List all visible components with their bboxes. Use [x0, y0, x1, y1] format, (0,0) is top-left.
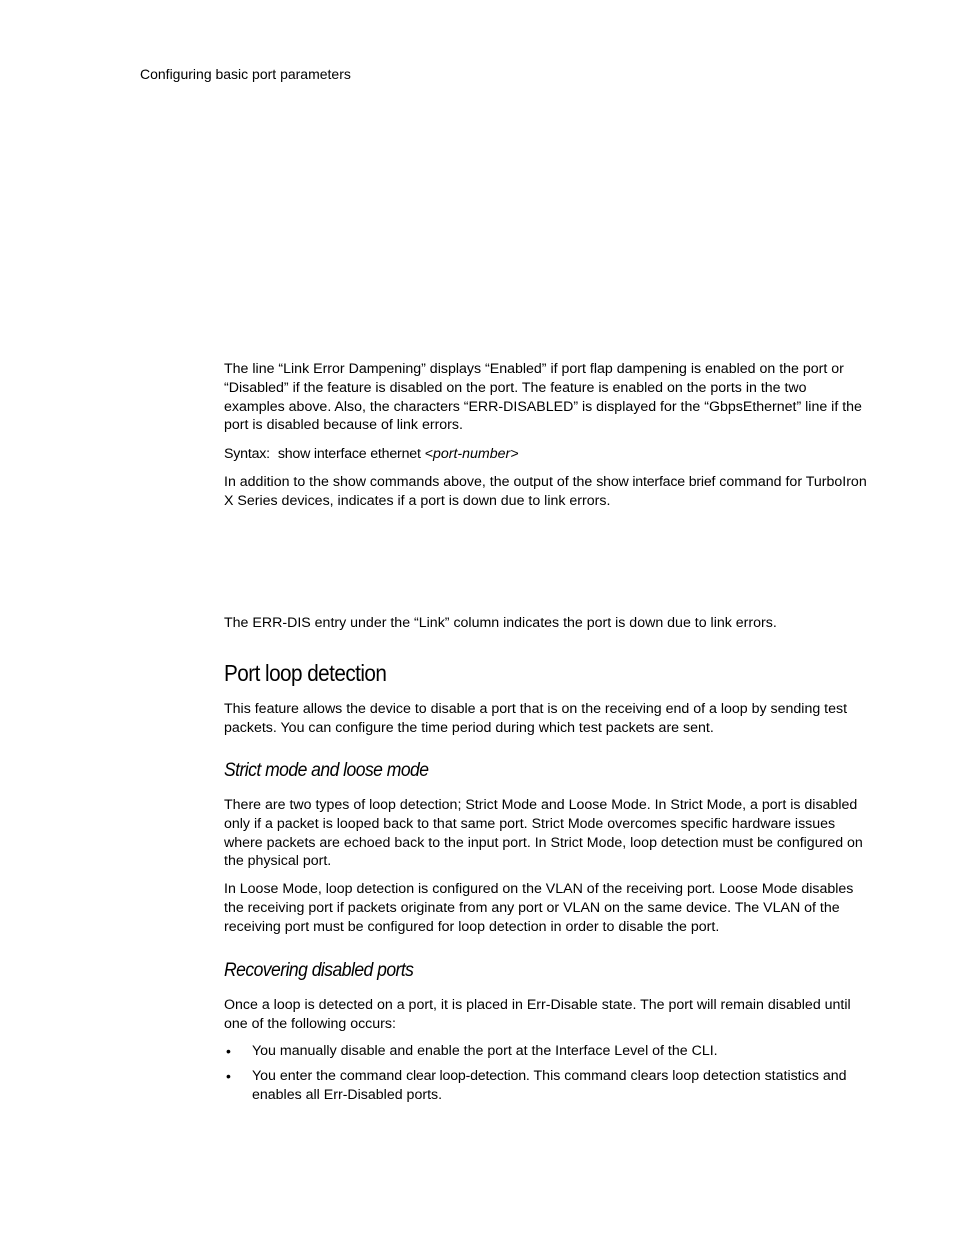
clear-loop-detection-command: clear loop-detection [406, 1067, 526, 1084]
strict-mode-paragraph: There are two types of loop detection; Strict Mode and Loose Mode. In Strict Mode, a port is disabled only if a packet is looped back to that same port. Strict Mode overcomes specific hardware issues where packets are echoed back to the input port. In Strict Mode, loop detection must be configured on the physical port. [224, 797, 863, 870]
show-brief-text-1: In addition to the show commands above, the output of the [224, 474, 597, 490]
syntax-label: Syntax: [224, 446, 270, 462]
bullet-text-post: . This command clears loop detection statistics and enables all Err-Disabled ports. [252, 1067, 847, 1103]
show-brief-command: show interface brief [596, 474, 716, 490]
bullet-text-pre: You enter the command [252, 1067, 407, 1084]
heading-port-loop-detection: Port loop detection [224, 660, 387, 686]
bullet-text: You manually disable and enable the port at the Interface Level of the CLI. [252, 1043, 718, 1059]
list-item [224, 1067, 870, 1105]
bullet-icon: • [226, 1067, 231, 1084]
loose-mode-paragraph: In Loose Mode, loop detection is configured on the VLAN of the receiving port. Loose Mode disables the receiving port if packets originate from any port or VLAN on the same device. The VLAN of the receiving port must be configured for loop detection in order to disable the port. [224, 881, 854, 935]
heading-strict-loose-mode: Strict mode and loose mode [224, 759, 429, 781]
loop-detection-intro: This feature allows the device to disable a port that is on the receiving end of a loop by sending test packets. You can configure the time period during which test packets are sent. [224, 701, 848, 736]
syntax-command: show interface ethernet [277, 446, 421, 462]
list-item [224, 1042, 870, 1061]
err-dis-paragraph: The ERR-DIS entry under the “Link” column indicates the port is down due to link errors. [224, 615, 777, 631]
running-header: Configuring basic port parameters [140, 66, 351, 82]
recovering-intro: Once a loop is detected on a port, it is placed in Err-Disable state. The port will remain disabled until one of the following occurs: [224, 997, 851, 1032]
bullet-icon: • [226, 1043, 231, 1059]
syntax-line [224, 445, 870, 464]
syntax-variable: <port-number> [424, 446, 519, 462]
show-brief-text-2: command for TurboIron X Series devices, indicates if a port is down due to link errors. [224, 474, 867, 509]
show-interface-brief-paragraph [224, 473, 870, 511]
recovery-bullet-list [224, 1042, 870, 1110]
link-error-dampening-paragraph: The line “Link Error Dampening” displays “Enabled” if port flap dampening is enabled on the port or “Disabled” if the feature is disabled on the port. The feature is enabled on the ports in the two examples above. Also, the characters “ERR-DISABLED” is displayed for the “GbpsEthernet” line if the port is disabled because of link errors. [224, 361, 862, 434]
heading-recovering-disabled-ports: Recovering disabled ports [224, 959, 414, 981]
